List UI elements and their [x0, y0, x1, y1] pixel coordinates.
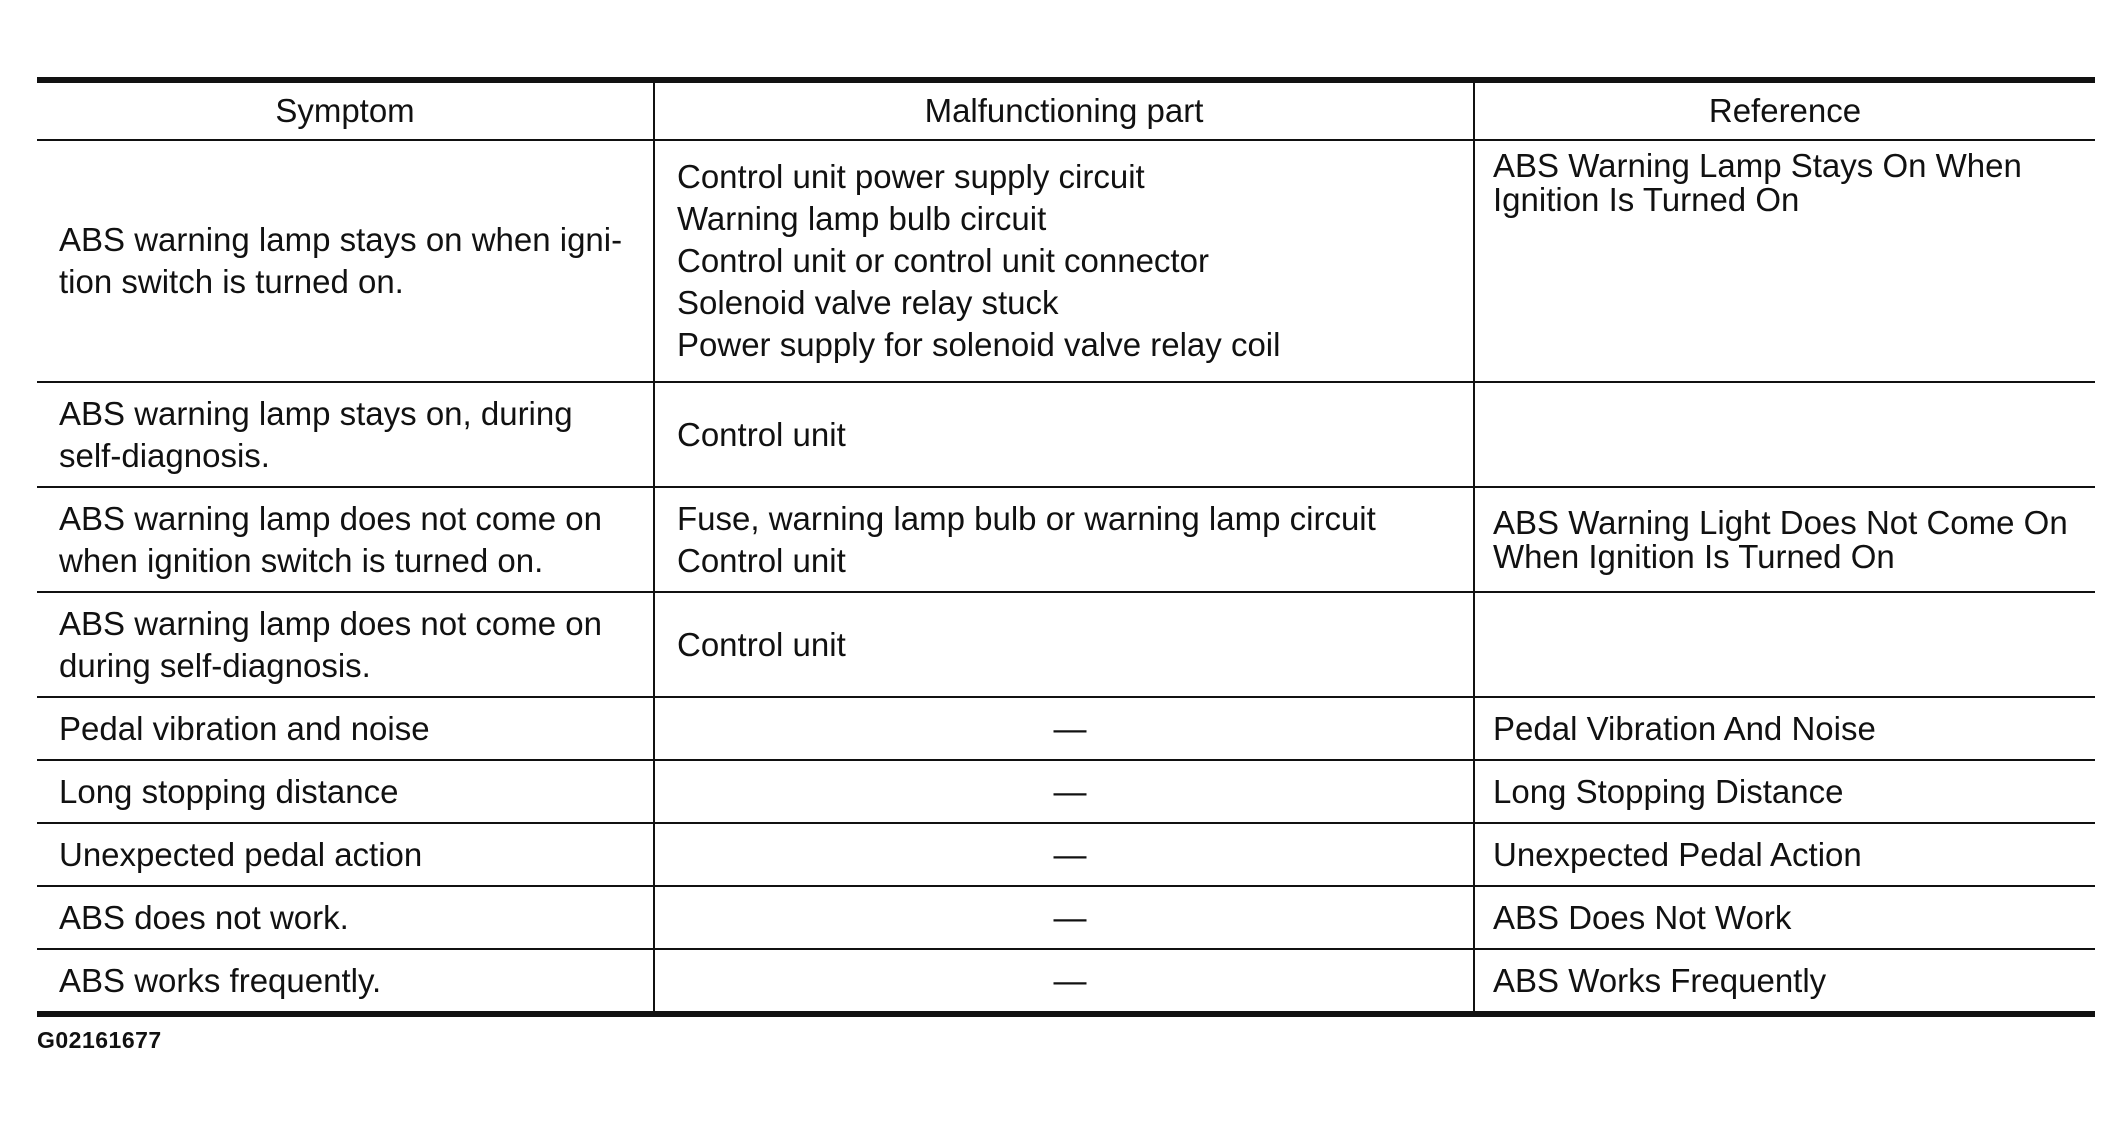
- part-line: Control unit or control unit connector: [677, 242, 1209, 279]
- symptom-line: when ignition switch is turned on.: [59, 541, 544, 579]
- header-malfunctioning-part: Malfunctioning part: [654, 80, 1474, 140]
- malfunctioning-part-cell: [654, 487, 1474, 592]
- symptom-line: during self-diagnosis.: [59, 646, 371, 684]
- reference-cell: ABS Works Frequently: [1474, 949, 2095, 1014]
- malfunctioning-part-cell: —: [654, 949, 1474, 1014]
- reference-line: ABS Warning Lamp Stays On When: [1493, 147, 2022, 184]
- symptom-line: ABS warning lamp stays on when igni-: [59, 221, 623, 258]
- table-row: [37, 886, 2095, 949]
- symptom-cell: ABS works frequently.: [37, 949, 654, 1014]
- diagnosis-table: [37, 77, 2095, 1017]
- reference-line: When Ignition Is Turned On: [1493, 537, 1895, 575]
- part-line: Control unit power supply circuit: [677, 158, 1145, 195]
- malfunctioning-part-cell: —: [654, 823, 1474, 886]
- symptom-line: ABS warning lamp does not come on: [59, 499, 602, 537]
- reference-cell: Pedal Vibration And Noise: [1474, 697, 2095, 760]
- table-row: [37, 140, 2095, 382]
- reference-line: ABS Warning Light Does Not Come On: [1493, 503, 2068, 541]
- part-line: Warning lamp bulb circuit: [677, 200, 1047, 237]
- table-row: [37, 697, 2095, 760]
- part-line: Control unit: [677, 541, 846, 579]
- part-line: Power supply for solenoid valve relay coil: [677, 326, 1281, 363]
- reference-cell: [1474, 382, 2095, 487]
- table-header-row: [37, 80, 2095, 140]
- symptom-line: self-diagnosis.: [59, 436, 270, 474]
- part-line: Solenoid valve relay stuck: [677, 284, 1059, 321]
- malfunctioning-part-cell: —: [654, 697, 1474, 760]
- header-symptom: Symptom: [37, 80, 654, 140]
- symptom-cell: ABS does not work.: [37, 886, 654, 949]
- figure-id: G02161677: [37, 1027, 162, 1053]
- symptom-cell: [37, 592, 654, 697]
- malfunctioning-part-cell: [654, 140, 1474, 382]
- malfunctioning-part-cell: [654, 382, 1474, 487]
- symptom-line: ABS warning lamp stays on, during: [59, 394, 573, 432]
- table-row: [37, 382, 2095, 487]
- symptom-cell: [37, 382, 654, 487]
- reference-cell: [1474, 487, 2095, 592]
- part-line: Control unit: [677, 415, 846, 453]
- symptom-cell: Pedal vibration and noise: [37, 697, 654, 760]
- symptom-cell: [37, 140, 654, 382]
- table-row: [37, 592, 2095, 697]
- malfunctioning-part-cell: —: [654, 886, 1474, 949]
- malfunctioning-part-cell: [654, 592, 1474, 697]
- part-line: Control unit: [677, 625, 846, 663]
- header-reference: Reference: [1474, 80, 2095, 140]
- reference-cell: Unexpected Pedal Action: [1474, 823, 2095, 886]
- symptom-cell: [37, 487, 654, 592]
- reference-cell: [1474, 592, 2095, 697]
- reference-line: Ignition Is Turned On: [1493, 181, 1800, 218]
- reference-cell: Long Stopping Distance: [1474, 760, 2095, 823]
- symptom-cell: Long stopping distance: [37, 760, 654, 823]
- table-row: [37, 760, 2095, 823]
- symptom-line: tion switch is turned on.: [59, 263, 404, 300]
- reference-cell: [1474, 140, 2095, 382]
- part-line: Fuse, warning lamp bulb or warning lamp circuit: [677, 499, 1376, 537]
- reference-cell: ABS Does Not Work: [1474, 886, 2095, 949]
- symptom-line: ABS warning lamp does not come on: [59, 604, 602, 642]
- malfunctioning-part-cell: —: [654, 760, 1474, 823]
- table-row: [37, 823, 2095, 886]
- symptom-cell: Unexpected pedal action: [37, 823, 654, 886]
- table-row: [37, 949, 2095, 1014]
- table-row: [37, 487, 2095, 592]
